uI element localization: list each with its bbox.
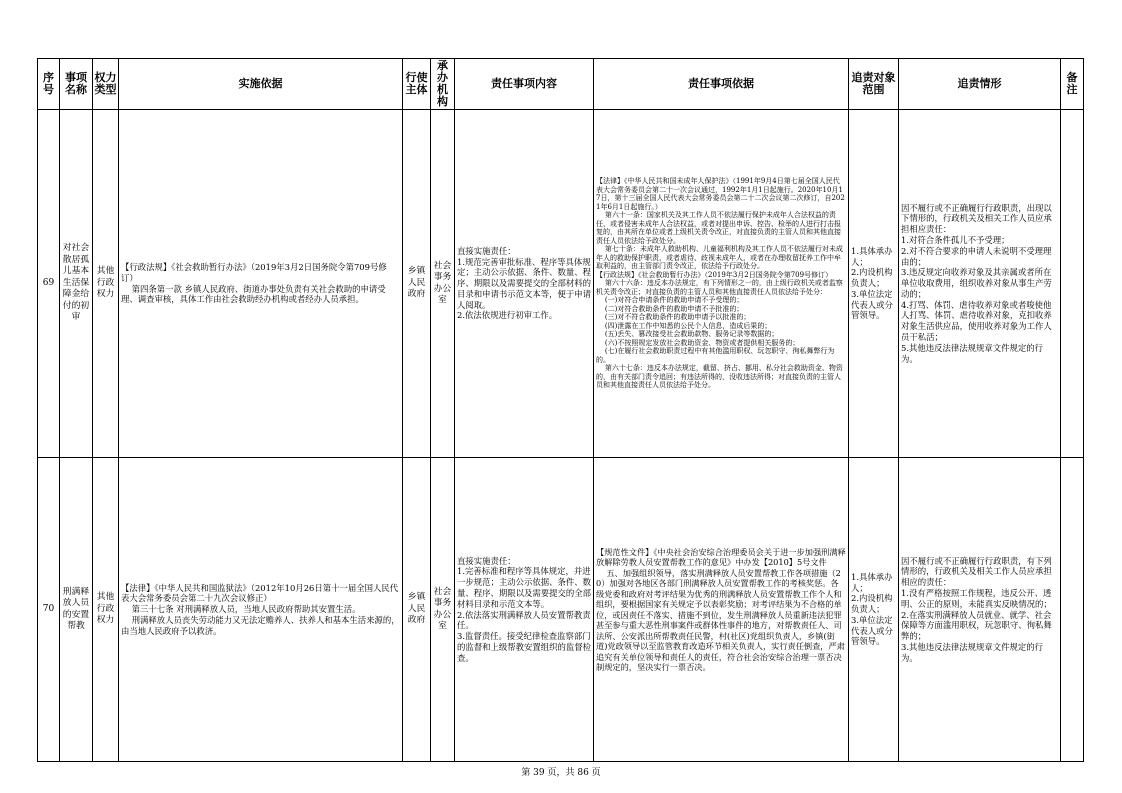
row-org: 社会事务办公室 (431, 110, 455, 458)
header-row (38, 59, 1084, 110)
header-duty-basis: 责任事项依据 (594, 59, 849, 110)
row-basis: 【法律】《中华人民共和国监狱法》（2012年10月26日第十一届全国人民代表大会常务委员会第二十九次会议修正） 第三十七条 对刑满释放人员，当地人民政府帮助其安置生活。 刑满释放人员丧失劳动能力又无法定赡养人、扶养人和基本生活来源的，由当地人民政府予以救济。 (119, 458, 403, 762)
row-note (1061, 110, 1084, 458)
header-type: 权力类型 (93, 59, 119, 110)
row-duty: 直接实施责任： 1.规范完善审批标准、程序等具体规定；主动公示依据、条件、数量、程序、期限以及需要提交的全部材料的目录和申请书示范文本等，便于申请人阅取。 2.依法依规进行初审工作。 (455, 110, 594, 458)
row-type: 其他行政权力 (93, 110, 119, 458)
row-seq: 70 (38, 458, 60, 762)
header-note: 备注 (1061, 59, 1084, 110)
table-row (38, 458, 1084, 762)
header-target: 追责对象范围 (849, 59, 899, 110)
page-footer: 第 39 页，共 86 页 (521, 768, 601, 778)
header-situation: 追责情形 (899, 59, 1061, 110)
header-basis: 实施依据 (119, 59, 403, 110)
row-duty-basis: 【法律】《中华人民共和国未成年人保护法》（1991年9月4日第七届全国人民代表大会常务委员会第二十一次会议通过，1992年1月1日起施行。2020年10月17日，第十三届全国人民代表大会常务委员会第二十二次会议第二次修订，自2021年6月1日起施行。） 第六十一条：国家机关及其工作人员不依法履行保护未成年人合法权益的责任，或者侵害未成年人合法权益，或者对提出申诉、控告、检举的人进行打击报复的，由其所在单位或者上级机关责令改正，对直接负责的主管人员和其他直接责任人员依法给予政处分。 第七十条：未成年人救助机构、儿童福利机构及其工作人员不依法履行对未成年人的救助保护职责，或者虐待、歧视未成年人，或者在办理收留抚养工作中牟取利益的，由主管部门责令改正，依法给予行政处分。 【行政法规】《社会救助暂行办法》（2019年3月2日国务院令第709号修订） 第六十六条：违反本办法规定，有下列情形之一的，由上级行政机关或者监察机关责令改正；对直接负责的主管人员和其他直接责任人员依法给予处分： (一)对符合申请条件的救助申请不予受理的； (二)对符合救助条件的救助申请不予批准的； (三)对不符合救助条件的救助申请予以批准的； (四)泄露在工作中知悉的公民个人信息，造成后果的； (五)丢失、篡改接受社会救助款物、服务记录等数据的； (六)不按照规定发放社会救助资金、物资或者提供相关服务的； (七)在履行社会救助职责过程中有其他滥用职权、玩忽职守、徇私舞弊行为的。 第六十七条：违反本办法规定，截留、挤占、挪用、私分社会救助资金、物资的，由有关部门责令追回；有违法所得的，没收违法所得；对直接负责的主管人员和其他直接责任人员依法给予处分。 (594, 110, 849, 458)
row-duty: 直接实施责任： 1.完善标准和程序等具体规定，并进一步规范；主动公示依据、条件、数量、程序、期限以及需要提交的全部材料目录和示范文本等。 2.依法落实刑满释放人员安置帮教责任。 3.监督责任。接受纪律检查监察部门的监督和上级帮教安置组织的监督检查。 (455, 458, 594, 762)
row-basis: 【行政法规】《社会救助暂行办法》（2019年3月2日国务院令第709号修订） 第四条第一款 乡镇人民政府、街道办事处负责有关社会救助的申请受理、调查审核，具体工作由社会救助经办机构或者经办人员承担。 (119, 110, 403, 458)
header-subject: 行使主体 (403, 59, 431, 110)
row-item: 对社会散居孤儿基本生活保障金给付的初审 (60, 110, 93, 458)
row-target: 1.具体承办人； 2.内设机构负责人； 3.单位法定代表人或分管领导。 (849, 110, 899, 458)
header-duty: 责任事项内容 (455, 59, 594, 110)
row-situation: 因不履行或不正确履行行政职责，出现以下情形的，行政机关及相关工作人员应承担相应责任： 1.对符合条件孤儿不予受理； 2.对不符合要求的申请人未说明不受理理由的； 3.违反规定向收养对象及其亲属或者所在单位收取费用，组织收养对象从事生产劳动的； 4.打骂、体罚、虐待收养对象或者唆使他人打骂、体罚、虐待收养对象，克扣收养对象生活供应品，使用收养对象为工作人员干私活； 5.其他违反法律法规规章文件规定的行为。 (899, 110, 1061, 458)
responsibility-table (37, 58, 1084, 762)
row-item: 刑满释放人员的安置帮教 (60, 458, 93, 762)
row-target: 1.具体承办人； 2.内设机构负责人； 3.单位法定代表人或分管领导。 (849, 458, 899, 762)
row-subject: 乡镇人民政府 (403, 110, 431, 458)
header-seq: 序号 (38, 59, 60, 110)
row-situation: 因不履行或不正确履行行政职责，有下列情形的，行政机关及相关工作人员应承担相应的责任： 1.没有严格按照工作规程，违反公开、透明、公正的原则，未能真实反映情况的； 2.在落实刑满释放人员就业、就学、社会保障等方面滥用职权，玩忽职守、徇私舞弊的； 3.其他违反法律法规规章文件规定的行为。 (899, 458, 1061, 762)
row-type: 其他行政权力 (93, 458, 119, 762)
row-subject: 乡镇人民政府 (403, 458, 431, 762)
header-org: 承办机构 (431, 59, 455, 110)
row-duty-basis: 【规范性文件】《中央社会治安综合治理委员会关于进一步加强刑满释放解除劳教人员安置帮教工作的意见》中办发【2010】5号文件 五、加强组织领导，落实刑满释放人员安置帮教工作各项措施（20）加强对各地区各部门刑满释放人员安置帮教工作的考核奖惩。各级党委和政府对考评结果为优秀的刑满释放人员安置帮教工作个人和组织，要根据国家有关规定予以表彰奖励；对考评结果为不合格的单位，或因责任不落实、措施不到位，发生刑满释放人员重新违法犯罪甚至参与重大恶性刑事案件或群体性事件的地方，对帮教责任人、司法所、公安派出所帮教责任民警，村(社区)党组织负责人，乡镇(街道)党政领导以至监管教育改造环节相关负责人，实行责任倒查，严肃追究有关单位领导和责任人的责任，符合社会治安综合治理一票否决制规定的，坚决实行一票否决。 (594, 458, 849, 762)
header-item: 事项名称 (60, 59, 93, 110)
row-seq: 69 (38, 110, 60, 458)
table-row (38, 110, 1084, 458)
row-note (1061, 458, 1084, 762)
row-org: 社会事务办公室 (431, 458, 455, 762)
